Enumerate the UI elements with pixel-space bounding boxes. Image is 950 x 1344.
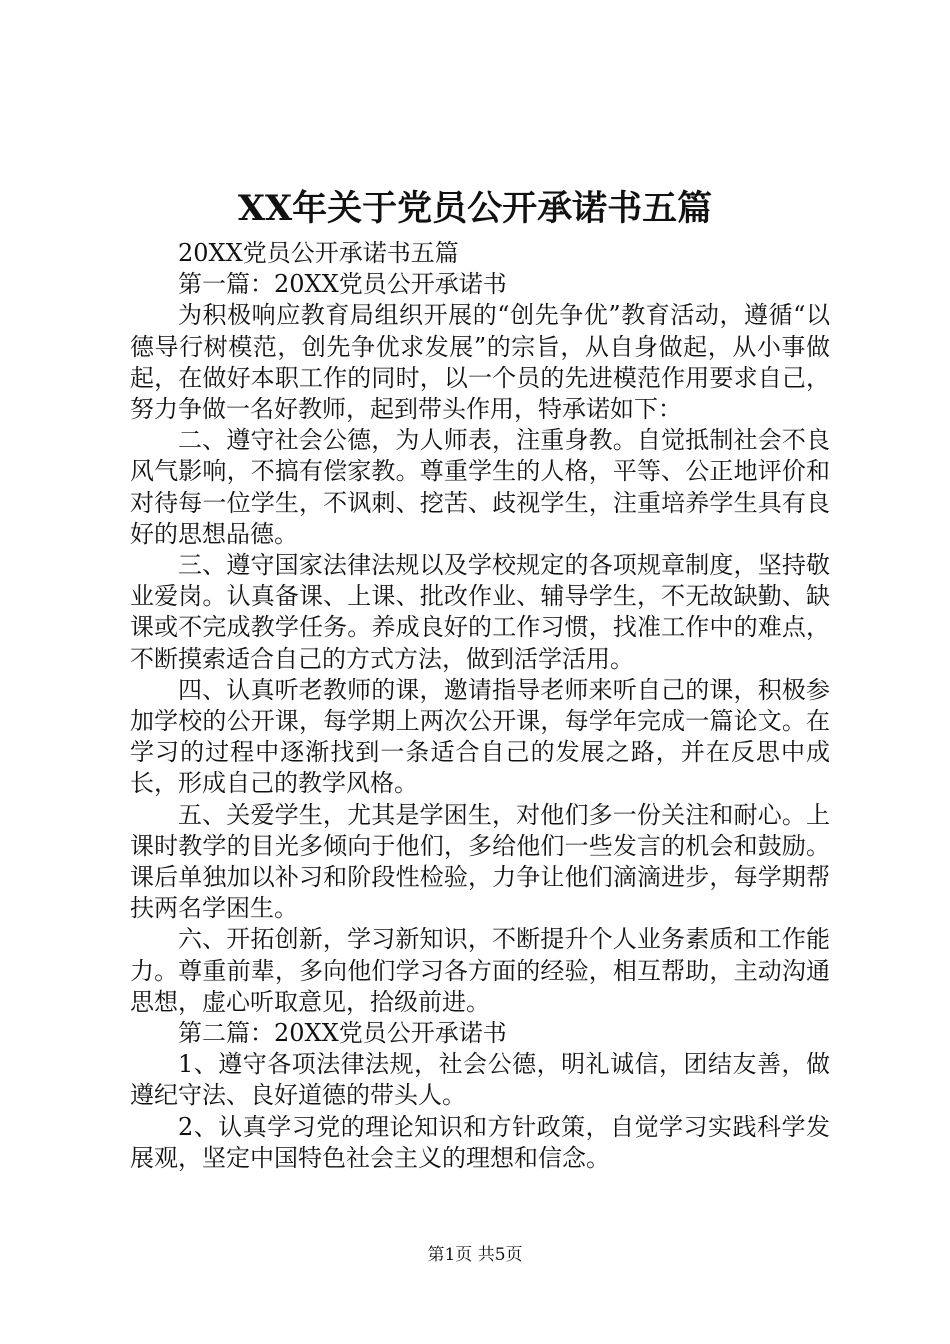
page-footer: 第1页 共5页: [427, 1245, 523, 1265]
paragraph-section-heading-1: 第一篇：20XX党员公开承诺书: [178, 270, 507, 299]
paragraph-pledge-2: 2、认真学习党的理论知识和方针政策，自觉学习实践科学发展观，坚定中国特色社会主义的理想和信念。: [130, 1112, 830, 1172]
document-body: [130, 238, 830, 1174]
paragraph-pledge-1: 1、遵守各项法律法规，社会公德，明礼诚信，团结友善，做遵纪守法、良好道德的带头人。: [130, 1050, 830, 1110]
paragraph-item-2: 二、遵守社会公德，为人师表，注重身教。自觉抵制社会不良风气影响，不搞有偿家教。尊重学生的人格，平等、公正地评价和对待每一位学生，不讽刺、挖苦、歧视学生，注重培养学生具有良好的思想品德。: [130, 426, 830, 548]
paragraph-item-6: 六、开拓创新，学习新知识，不断提升个人业务素质和工作能力。尊重前辈，多向他们学习各方面的经验，相互帮助，主动沟通思想，虚心听取意见，拾级前进。: [130, 925, 830, 1016]
paragraph-section-heading-2: 第二篇：20XX党员公开承诺书: [178, 1019, 507, 1048]
paragraph-item-3: 三、遵守国家法律法规以及学校规定的各项规章制度，坚持敬业爱岗。认真备课、上课、批改作业、辅导学生，不无故缺勤、缺课或不完成教学任务。养成良好的工作习惯，找准工作中的难点，不断摸索适合自己的方式方法，做到活学活用。: [130, 551, 830, 673]
paragraph-intro: 为积极响应教育局组织开展的“创先争优”教育活动，遵循“以德导行树模范，创先争优求发展”的宗旨，从自身做起，从小事做起，在做好本职工作的同时，以一个员的先进模范作用要求自己，努力争做一名好教师，起到带头作用，特承诺如下：: [130, 301, 830, 424]
document-title: XX年关于党员公开承诺书五篇: [237, 188, 713, 229]
paragraph-item-4: 四、认真听老教师的课，邀请指导老师来听自己的课，积极参加学校的公开课，每学期上两次公开课，每学年完成一篇论文。在学习的过程中逐渐找到一条适合自己的发展之路，并在反思中成长，形成自己的教学风格。: [130, 675, 830, 798]
paragraph-item-5: 五、关爱学生，尤其是学困生，对他们多一份关注和耐心。上课时教学的目光多倾向于他们，多给他们一些发言的机会和鼓励。课后单独加以补习和阶段性检验，力争让他们滴滴进步，每学期帮扶两名学困生。: [130, 800, 830, 923]
paragraph-subtitle: 20XX党员公开承诺书五篇: [178, 239, 459, 267]
